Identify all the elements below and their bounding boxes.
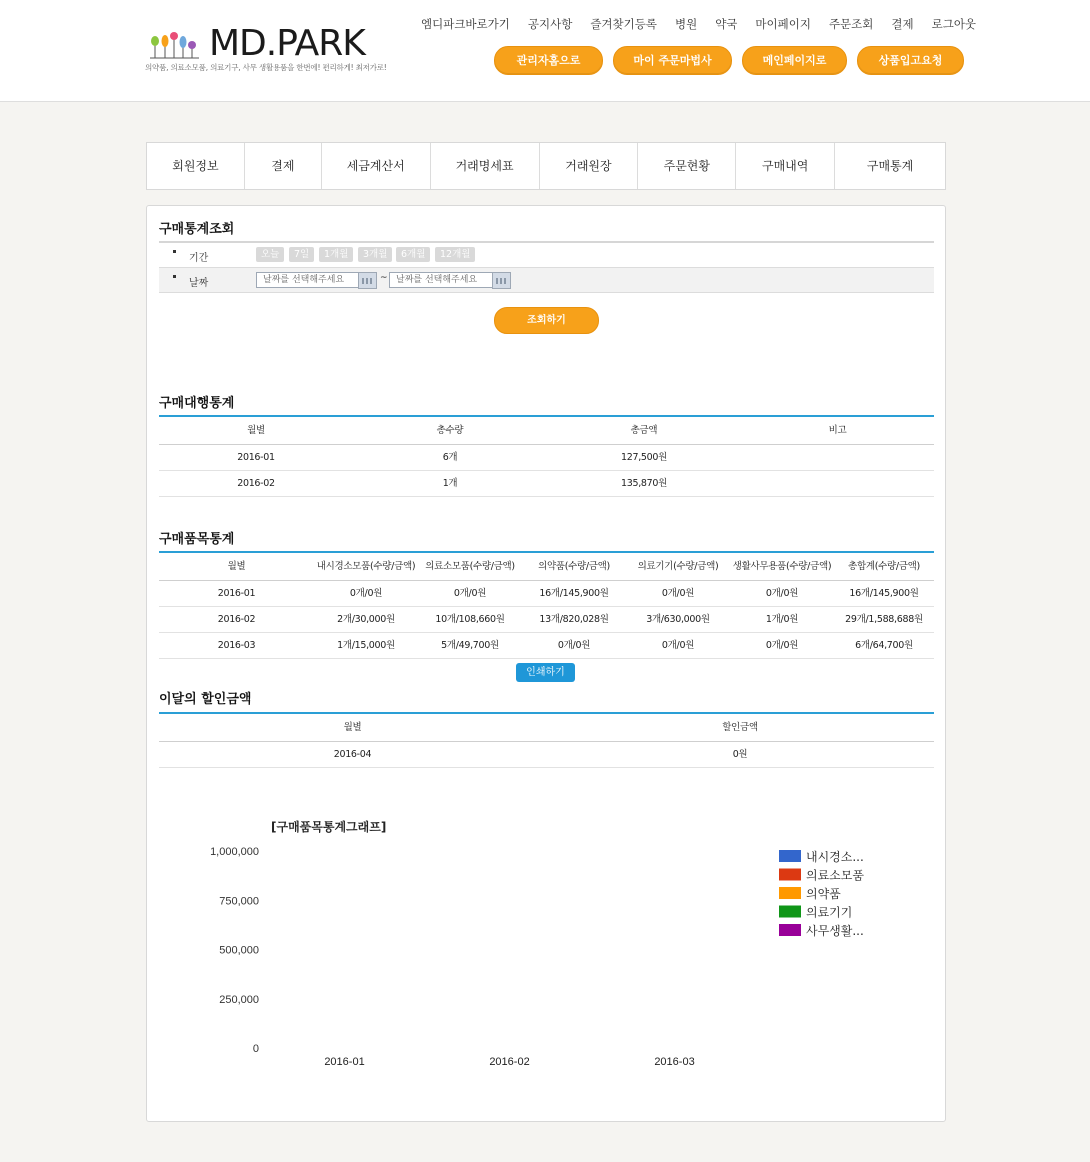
top-navigation (421, 17, 976, 31)
mypage-tabs (146, 142, 946, 190)
table-row (159, 471, 934, 497)
header-cell: 총합계(수량/금액) (848, 561, 920, 572)
tab-member-info[interactable]: 회원정보 (147, 143, 245, 189)
tab-purchase-stats[interactable]: 구매통계 (866, 159, 914, 173)
table-header-row (159, 714, 934, 742)
table-cell: 16개/145,900원 (849, 588, 919, 599)
tab-payment[interactable]: 결제 (245, 143, 322, 189)
table-cell: 13개/820,028원 (539, 614, 609, 625)
bullet-icon (173, 250, 176, 253)
table-cell: 0개/0원 (661, 588, 695, 599)
my-order-wizard-button[interactable]: 마이 주문마법사 (613, 46, 732, 75)
search-section-title: 구매통계조회 (159, 222, 235, 237)
table-header-row (159, 417, 934, 445)
header-cell: 총금액 (630, 425, 658, 436)
table-cell: 10개/108,660원 (435, 614, 505, 625)
item-stats-table (159, 551, 934, 659)
header-action-buttons (494, 46, 964, 75)
table-cell: 2016-02 (217, 614, 256, 625)
purchase-stats-chart (147, 806, 945, 1106)
table-header-row (159, 553, 934, 581)
discount-title: 이달의 할인금액 (159, 692, 252, 707)
tab-tax-invoice[interactable]: 세금계산서 (322, 143, 431, 189)
legend-label: 사무생활... (806, 924, 864, 938)
period-7days-chip[interactable]: 7일 (289, 247, 314, 262)
header-cell: 할인금액 (722, 722, 758, 733)
header-cell: 총수량 (436, 425, 464, 436)
table-cell: 16개/145,900원 (539, 588, 609, 599)
table-row (159, 581, 934, 607)
nav-mypage[interactable]: 마이페이지 (755, 17, 811, 31)
table-cell: 2016-03 (217, 640, 256, 651)
period-row (159, 241, 934, 268)
date-label: 날짜 (189, 278, 209, 289)
date-row (159, 268, 934, 293)
table-row (159, 445, 934, 471)
table-cell: 2016-04 (333, 749, 372, 760)
nav-pharmacy[interactable]: 약국 (715, 17, 738, 31)
table-row (159, 742, 934, 768)
legend-label: 의료기기 (806, 905, 853, 920)
table-cell: 0개/0원 (765, 640, 799, 651)
table-cell: 127,500원 (620, 452, 668, 463)
legend-label: 내시경소... (806, 850, 864, 864)
header-cell: 의료소모품(수량/금액) (425, 561, 515, 572)
table-cell: 3개/630,000원 (646, 614, 710, 625)
date-start-input[interactable]: 날짜를 선택해주세요 (256, 272, 366, 288)
date-range-tilde: ~ (380, 273, 388, 283)
table-cell: 0원 (732, 749, 748, 760)
legend-label: 의약품 (806, 887, 841, 901)
header-cell: 월별 (247, 425, 265, 436)
date-end-input[interactable]: 날짜를 선택해주세요 (389, 272, 499, 288)
table-cell: 0개/0원 (765, 588, 799, 599)
header-cell: 의약품(수량/금액) (538, 561, 610, 572)
table-cell: 2016-01 (237, 452, 275, 463)
x-tick-label: 2016-02 (489, 1056, 530, 1068)
nav-logout[interactable]: 로그아웃 (931, 17, 977, 31)
table-cell: 2016-02 (237, 478, 275, 489)
nav-order-lookup[interactable]: 주문조회 (828, 17, 874, 31)
x-tick-label: 2016-01 (324, 1056, 365, 1068)
period-3months-chip[interactable]: 3개월 (358, 247, 392, 262)
table-cell: 1개/0원 (765, 614, 799, 625)
period-6months-chip[interactable]: 6개월 (396, 247, 430, 262)
table-cell: 5개/49,700원 (441, 640, 499, 651)
logo-tagline: 의약품, 의료소모품, 의료기구, 사무 생활용품을 한번에! 편리하게! 최저가로! (145, 63, 387, 72)
legend-swatch (779, 850, 801, 862)
table-row (159, 607, 934, 633)
logo-text: MD.PARK (209, 23, 365, 64)
header-cell: 의료기기(수량/금액) (637, 561, 719, 572)
legend-swatch (779, 869, 801, 881)
period-label: 기간 (189, 253, 209, 264)
nav-payment[interactable]: 결제 (891, 17, 914, 31)
site-header (0, 0, 1090, 102)
calendar-icon[interactable] (358, 272, 377, 289)
legend-label: 의료소모품 (806, 868, 864, 883)
search-filter (159, 241, 934, 293)
header-cell: 내시경소모품(수량/금액) (316, 561, 416, 572)
header-cell: 비고 (828, 425, 847, 436)
y-tick-label: 1,000,000 (210, 846, 259, 858)
period-1month-chip[interactable]: 1개월 (319, 247, 353, 262)
discount-table (159, 712, 934, 768)
legend-swatch (779, 906, 801, 918)
site-logo[interactable] (147, 22, 392, 77)
table-cell: 0개/0원 (349, 588, 383, 599)
item-stats-title: 구매품목통계 (159, 532, 235, 547)
tab-transaction-statement[interactable]: 거래명세표 (431, 143, 540, 189)
search-button[interactable]: 조회하기 (494, 307, 599, 334)
table-cell: 6개/64,700원 (855, 640, 913, 651)
y-tick-label: 0 (252, 1043, 259, 1055)
y-tick-label: 500,000 (219, 944, 259, 957)
table-row (159, 633, 934, 659)
header-cell: 월별 (343, 722, 362, 733)
agency-stats-title: 구매대행통계 (159, 396, 235, 411)
nav-notice[interactable]: 공지사항 (527, 17, 573, 31)
period-today-chip[interactable]: 오늘 (256, 247, 284, 262)
print-button[interactable]: 인쇄하기 (516, 663, 575, 682)
bullet-icon (173, 275, 176, 278)
period-12months-chip[interactable]: 12개월 (435, 247, 475, 262)
header-cell: 월별 (227, 561, 246, 572)
legend-swatch (779, 924, 801, 936)
chart-title: [구매품목통계그래프] (271, 820, 387, 834)
calendar-icon[interactable] (492, 272, 511, 289)
table-cell: 29개/1,588,688원 (845, 614, 923, 625)
table-cell: 6개 (442, 452, 458, 463)
x-tick-label: 2016-03 (654, 1056, 695, 1068)
agency-stats-table (159, 415, 934, 497)
purchase-stats-panel (146, 205, 946, 1122)
table-cell: 0개/0원 (661, 640, 695, 651)
table-cell (741, 445, 934, 470)
main-page-button[interactable]: 메인페이지로 (742, 46, 847, 75)
header-cell: 생활사무용품(수량/금액) (732, 561, 832, 572)
y-tick-label: 250,000 (219, 993, 259, 1006)
tab-purchase-history[interactable]: 구매내역 (736, 143, 835, 189)
trees-logo-icon (147, 30, 202, 60)
table-cell: 2개/30,000원 (337, 614, 395, 625)
table-cell: 0개/0원 (557, 640, 591, 651)
table-cell: 135,870원 (620, 478, 668, 489)
legend-swatch (779, 887, 801, 899)
admin-home-button[interactable]: 관리자홈으로 (494, 46, 603, 75)
table-cell (741, 471, 934, 496)
table-cell: 2016-01 (217, 588, 256, 599)
tab-order-status[interactable]: 주문현황 (638, 143, 736, 189)
table-cell: 1개 (442, 478, 458, 489)
nav-bookmark[interactable]: 즐겨찾기등록 (590, 17, 657, 31)
stock-request-button[interactable]: 상품입고요청 (857, 46, 964, 75)
nav-mdpark-shortcut[interactable]: 엠디파크바로가기 (421, 17, 510, 31)
nav-hospital[interactable]: 병원 (674, 17, 698, 31)
y-tick-label: 750,000 (219, 895, 259, 908)
table-cell: 0개/0원 (453, 588, 487, 599)
table-cell: 1개/15,000원 (337, 640, 395, 651)
tab-ledger[interactable]: 거래원장 (540, 143, 639, 189)
